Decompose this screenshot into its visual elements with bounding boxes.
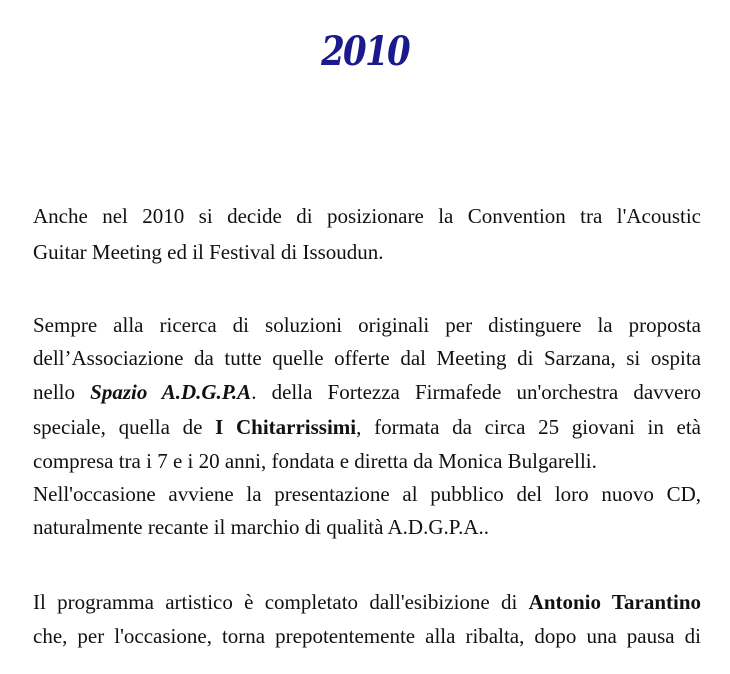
- text-segment: Il programma artistico è completato dall'esibizione di: [33, 590, 518, 614]
- text-segment: nello: [33, 380, 75, 404]
- paragraph-2-line-5: compresa tra i 7 e i 20 anni, fondata e diretta da Monica Bulgarelli.: [33, 449, 597, 473]
- page-title: 2010: [321, 28, 409, 75]
- paragraph-2-line-7: naturalmente recante il marchio di qualità A.D.G.P.A..: [33, 515, 490, 539]
- paragraph-1-line-2: Guitar Meeting ed il Festival di Issoudun.: [33, 240, 384, 264]
- text-segment: speciale, quella de: [33, 415, 203, 439]
- text-segment: . della Fortezza Firmafede un'orchestra davvero: [251, 380, 701, 404]
- paragraph-2-line-2: dell’Associazione da tutte quelle offerte dal Meeting di Sarzana, si ospita: [33, 346, 701, 370]
- paragraph-2-line-3: [33, 379, 701, 405]
- paragraph-2-line-6: Nell'occasione avviene la presentazione al pubblico del loro nuovo CD,: [33, 482, 701, 506]
- paragraph-3-line-1: [33, 589, 701, 615]
- spazio-adgpa-emphasis: Spazio A.D.G.P.A: [90, 380, 252, 404]
- antonio-tarantino-emphasis: Antonio Tarantino: [528, 590, 701, 614]
- paragraph-2-line-4: [33, 414, 701, 440]
- text-segment: , formata da circa 25 giovani in età: [356, 415, 701, 439]
- paragraph-2-line-1: Sempre alla ricerca di soluzioni originali per distinguere la proposta: [33, 313, 701, 337]
- chitarrissimi-emphasis: I Chitarrissimi: [215, 415, 357, 439]
- paragraph-1-line-1: Anche nel 2010 si decide di posizionare la Convention tra l'Acoustic: [33, 204, 701, 228]
- paragraph-3-line-2: che, per l'occasione, torna prepotentemente alla ribalta, dopo una pausa di: [33, 624, 701, 648]
